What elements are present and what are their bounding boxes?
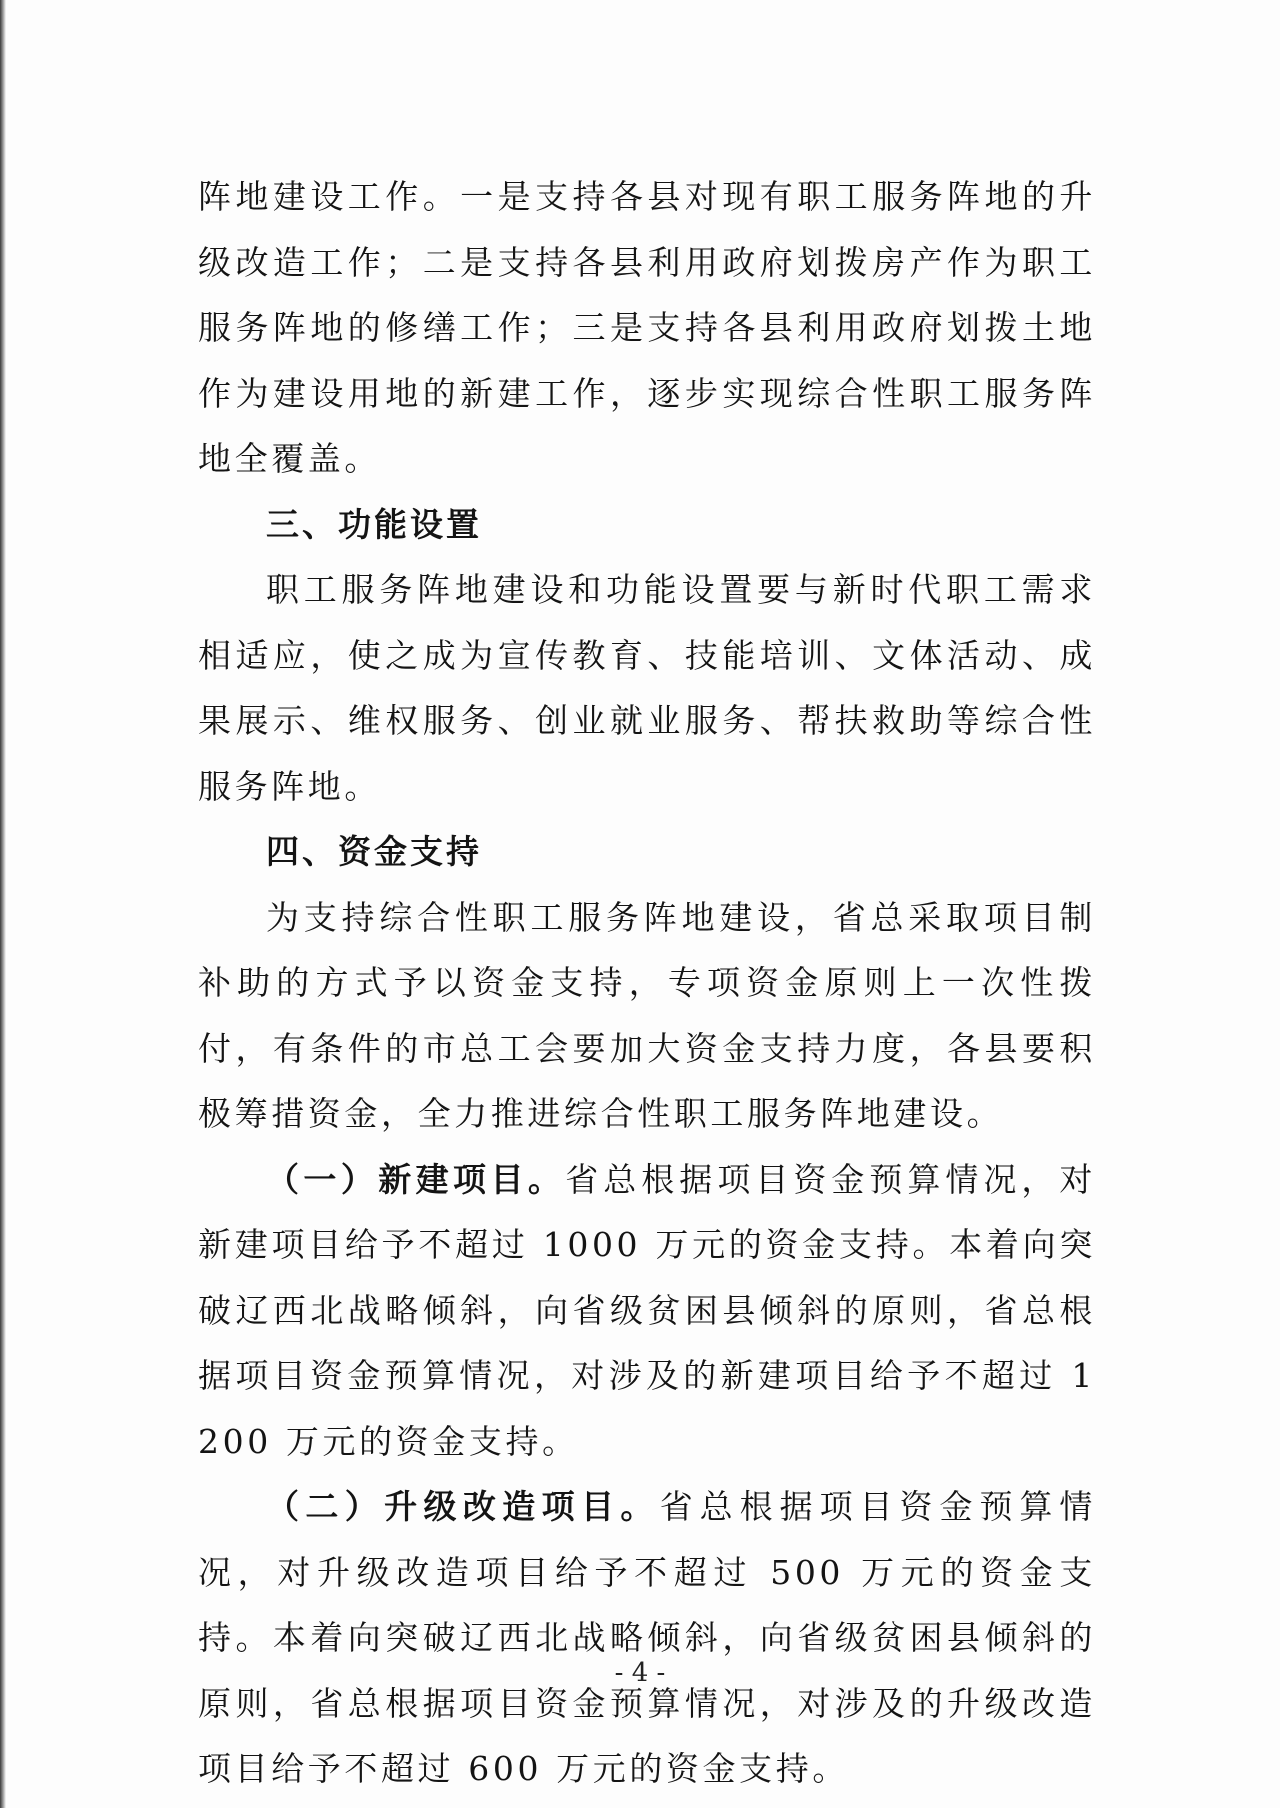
new-projects-text: 省总根据项目资金预算情况，对新建项目给予不超过 1000 万元的资金支持。本着向突破辽西北战略倾斜，向省级贫困县倾斜的原则，省总根据项目资金预算情况，对涉及的新建项目给予不超过 1200 万元的资金支持。 xyxy=(198,1159,1097,1461)
paragraph-continued: 阵地建设工作。一是支持各县对现有职工服务阵地的升级改造工作；二是支持各县利用政府划拨房产作为职工服务阵地的修缮工作；三是支持各县利用政府划拨土地作为建设用地的新建工作，逐步实现综合性职工服务阵地全覆盖。 xyxy=(198,177,1096,478)
new-projects-lead: （一）新建项目。 xyxy=(266,1159,566,1199)
paragraph-funding: 为支持综合性职工服务阵地建设，省总采取项目制补助的方式予以资金支持，专项资金原则上一次性拨付，有条件的市总工会要加大资金支持力度，各县要积极筹措资金，全力推进综合性职工服务阵地建设。 xyxy=(198,897,1096,1133)
section-heading-functions: 三、功能设置 xyxy=(266,504,482,544)
page-number: - 4 - xyxy=(614,1658,666,1688)
document-body xyxy=(198,164,1096,1802)
upgrade-projects-text: 省总根据项目资金预算情况，对升级改造项目给予不超过 500 万元的资金支持。本着向突破辽西北战略倾斜，向省级贫困县倾斜的原则，省总根据项目资金预算情况，对涉及的升级改造项目给予不超过 600 万元的资金支持。 xyxy=(198,1487,1096,1788)
section-heading-funding: 四、资金支持 xyxy=(266,832,482,871)
upgrade-projects-lead: （二）升级改造项目。 xyxy=(266,1487,660,1526)
paragraph-new-projects xyxy=(198,1147,1096,1475)
paragraph-functions: 职工服务阵地建设和功能设置要与新时代职工需求相适应，使之成为宣传教育、技能培训、文体活动、成果展示、维权服务、创业就业服务、帮扶救助等综合性服务阵地。 xyxy=(198,570,1096,806)
scan-page-edge xyxy=(0,0,6,1808)
paragraph-upgrade-projects xyxy=(198,1474,1096,1802)
